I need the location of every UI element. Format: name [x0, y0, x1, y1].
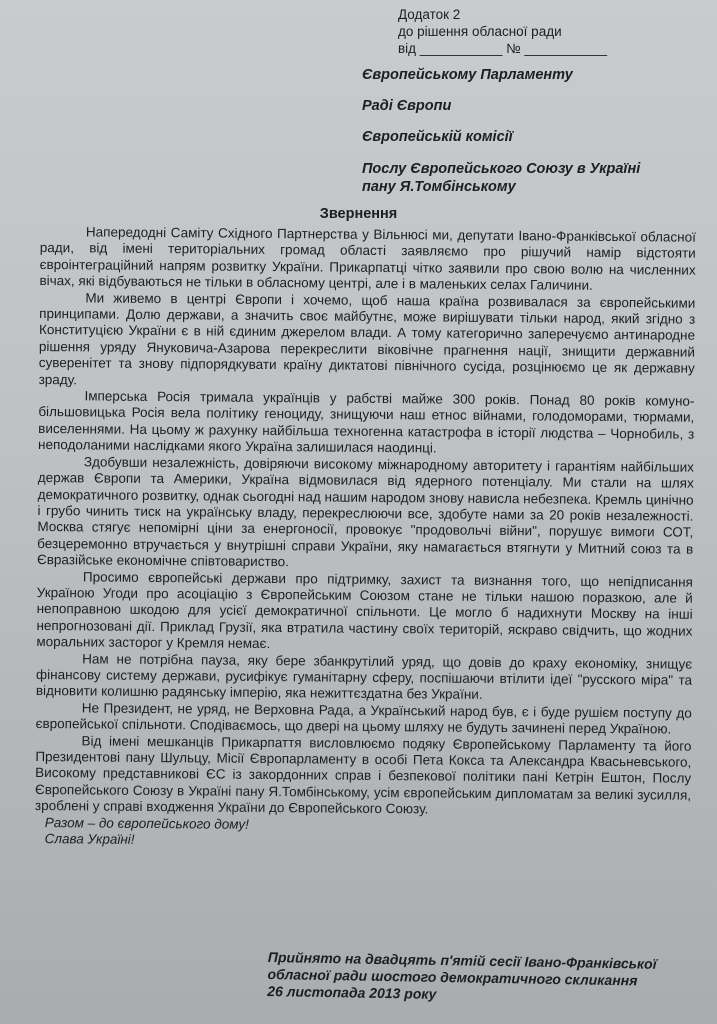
paragraph-summit: Напередодні Саміту Східного Партнерства у Вільнюсі ми, депутати Івано-Франківської обласної ради, від імені територіальних громад області заявляємо про рішучий намір відстояти євроінтеграційний напрям розвитку України. Прикарпатці чітко заявили про свою волю на численних вічах, які відбуваються не тільки в обласному центрі, але і в маленьких селах Галичини. [39, 224, 696, 294]
appendix-header [398, 6, 607, 57]
adoption-session: Прийнято на двадцять п'ятій сесії Івано-Франківської [267, 949, 657, 972]
addressee-eu-ambassador: Послу Європейського Союзу в Україні [362, 161, 641, 177]
paragraph-no-pause: Нам не потрібна пауза, яку бере збанкрутілий уряд, що довів до краху економіку, знищує фінансову систему держави, русифікує гуманітарну сферу, поспішаючи втілити ідеї "русского міра" та відновити колишню радянську імперію, яка нежиттєздатна без України. [35, 650, 693, 703]
paragraph-imperial-russia: Імперська Росія тримала українців у рабстві майже 300 років. Понад 80 років комуно-більшовицька Росія вела політику геноциду, знищуючи наш етнос війнами, голодоморами, тюрмами, виселеннями. На цьому ж рахунку найбільша техногенна катастрофа в історії людства – Чорнобиль, з неподоланими наслідками якого Україна залишилася наодинці. [38, 388, 695, 456]
addressee-ambassador-name: пану Я.Томбінському [362, 179, 516, 195]
appendix-decision-ref: до рішення обласної ради [398, 24, 562, 39]
paragraph-request-support: Просимо європейські держави про підтримку, захист та визнання того, що непідписання Україною Угоди про асоціацію з Європейським Союзом стане не тільки нашою поразкою, але й непоправною шкодою для усієї демократичної спільноти. Це могло б надихнути Москву на інші непрогнозовані дії. Приклад Грузії, яка втратила частину своїх територій, яскраво свідчить, що жодних моральних засторог у Кремля немає. [36, 568, 693, 652]
adoption-council: обласної ради шостого демократичного скликання [267, 965, 638, 989]
paragraph-gratitude: Від імені мешканців Прикарпаття висловлюємо подяку Європейському Парламенту та його Президентові пану Шульцу, Місії Європарламенту в особі Пета Кокса та Александра Квасьневського, Високому представникові ЄС із закордонних справ і безпекової політики пані Кетрін Ештон, Послу Європейського Союзу в Україні пану Я.Томбінському, усім європейським дипломатам за великі зусилля, зроблені у справі входження України до Європейського Союзу. [34, 732, 692, 817]
addressee-european-commission: Європейській комісії [362, 129, 513, 145]
appeal-body [35, 224, 696, 853]
paragraph-european-principles: Ми живемо в центрі Європи і хочемо, щоб наша країна розвивалася за європейськими принципами. Долю держави, а значить своє майбутнє, може вирішувати тільки народ, який згідно з Конституцією України є в ній єдиним джерелом влади. А тому категорично заперечуємо антинародне рішення уряду Януковича-Азарова перекреслити віковічне прагнення нації, знищити державний суверенітет та знову підпорядкувати країну диктатові північного сусіда, розцінюємо це як державну зраду. [38, 290, 696, 387]
addressee-council-of-europe: Раді Європи [362, 98, 452, 114]
closing-slogan-glory: Слава Україні! [44, 831, 135, 847]
addressee-european-parliament: Європейському Парламенту [362, 67, 573, 83]
paragraph-people: Не Президент, не уряд, не Верховна Рада, а Український народ був, є і буде рушієм поступу до європейської спільноти. Сподіваємось, що двері на цьому шляху не будуть зачинені перед Україною. [35, 700, 692, 737]
closing-slogans [35, 815, 691, 854]
closing-slogan-europe: Разом – до європейського дому! [44, 814, 249, 832]
paragraph-independence: Здобувши незалежність, довіряючи високому міжнародному авторитету і гарантіям найбільших держав Європи та Америки, Україна відмовилася від ядерного потенціалу. Ми стали на шлях демократичного розвитку, однак сьогодні над нашим народом знову нависла небезпека. Кремль цинічно і грубо чинить тиск на українську владу, перекреслюючи все, здобуте нами за 20 років незалежності. Москва стягує непомірні ціни за енергоносії, провокує "продовольчі війни", порушує вимоги СОТ, безцеремонно втручається у внутрішні справи України, яку намагається втягнути у Митний союз та в Євразійське економічне співтовариство. [37, 454, 694, 570]
appendix-date-number: від ___________ № ___________ [398, 41, 607, 56]
adoption-date: 26 листопада 2013 року [267, 982, 437, 1002]
document-title: Звернення [319, 206, 398, 222]
appendix-number: Додаток 2 [398, 7, 461, 22]
adoption-note [267, 949, 688, 1007]
